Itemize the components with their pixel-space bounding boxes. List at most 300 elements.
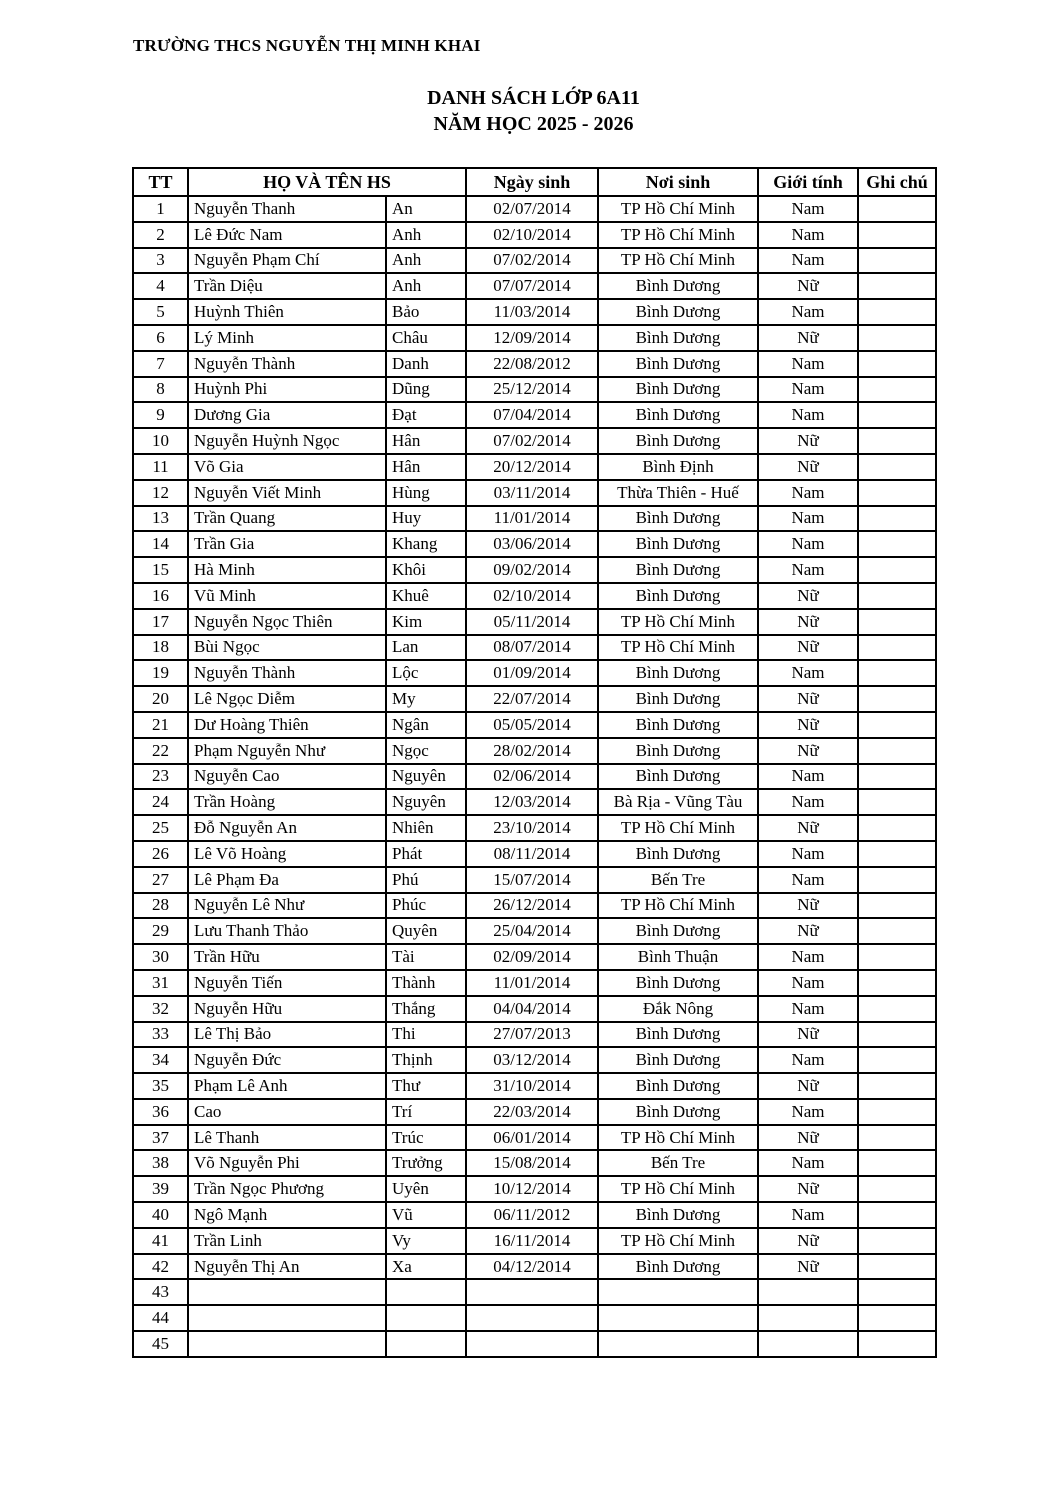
family-name-cell: Võ Gia — [188, 454, 386, 480]
given-name-cell: Đạt — [386, 402, 466, 428]
birth-date-cell: 12/03/2014 — [466, 789, 598, 815]
gender-cell: Nam — [758, 841, 858, 867]
birth-place-cell: Bình Dương — [598, 377, 758, 403]
school-name: TRƯỜNG THCS NGUYỄN THỊ MINH KHAI — [133, 36, 481, 55]
gender-cell — [758, 1279, 858, 1305]
table-row — [133, 918, 936, 944]
family-name-cell — [188, 1331, 386, 1357]
given-name-cell: Khôi — [386, 557, 466, 583]
table-row — [133, 1279, 936, 1305]
table-row — [133, 1228, 936, 1254]
birth-place-cell: TP Hồ Chí Minh — [598, 815, 758, 841]
birth-place-cell — [598, 1331, 758, 1357]
row-number-cell: 36 — [133, 1099, 188, 1125]
note-cell — [858, 480, 936, 506]
birth-date-cell: 03/12/2014 — [466, 1047, 598, 1073]
family-name-cell: Trần Gia — [188, 531, 386, 557]
given-name-cell: Phát — [386, 841, 466, 867]
birth-place-cell: TP Hồ Chí Minh — [598, 222, 758, 248]
gender-cell: Nam — [758, 531, 858, 557]
row-number-cell: 12 — [133, 480, 188, 506]
row-number-cell: 1 — [133, 196, 188, 222]
birth-date-cell: 08/07/2014 — [466, 635, 598, 661]
given-name-cell: Lan — [386, 635, 466, 661]
given-name-cell: Trí — [386, 1099, 466, 1125]
row-number-cell: 7 — [133, 351, 188, 377]
gender-cell: Nữ — [758, 1125, 858, 1151]
gender-cell: Nam — [758, 970, 858, 996]
gender-cell: Nam — [758, 789, 858, 815]
gender-cell: Nam — [758, 764, 858, 790]
birth-place-cell: TP Hồ Chí Minh — [598, 1176, 758, 1202]
gender-cell: Nữ — [758, 1022, 858, 1048]
given-name-cell: Nhiên — [386, 815, 466, 841]
gender-cell: Nam — [758, 248, 858, 274]
given-name-cell: Khuê — [386, 583, 466, 609]
birth-date-cell: 08/11/2014 — [466, 841, 598, 867]
birth-date-cell: 31/10/2014 — [466, 1073, 598, 1099]
note-cell — [858, 454, 936, 480]
gender-cell: Nữ — [758, 583, 858, 609]
family-name-cell: Huỳnh Thiên — [188, 299, 386, 325]
birth-date-cell: 11/01/2014 — [466, 506, 598, 532]
gender-cell: Nam — [758, 196, 858, 222]
header-dob: Ngày sinh — [466, 168, 598, 196]
birth-date-cell: 15/08/2014 — [466, 1150, 598, 1176]
birth-date-cell: 02/09/2014 — [466, 944, 598, 970]
row-number-cell: 39 — [133, 1176, 188, 1202]
row-number-cell: 44 — [133, 1305, 188, 1331]
table-row — [133, 273, 936, 299]
family-name-cell: Lý Minh — [188, 325, 386, 351]
gender-cell: Nữ — [758, 918, 858, 944]
table-row — [133, 867, 936, 893]
table-row — [133, 789, 936, 815]
birth-place-cell — [598, 1305, 758, 1331]
row-number-cell: 43 — [133, 1279, 188, 1305]
given-name-cell: Châu — [386, 325, 466, 351]
given-name-cell: Thi — [386, 1022, 466, 1048]
birth-place-cell: Bến Tre — [598, 1150, 758, 1176]
table-row — [133, 480, 936, 506]
gender-cell: Nam — [758, 402, 858, 428]
family-name-cell: Nguyễn Phạm Chí — [188, 248, 386, 274]
note-cell — [858, 1022, 936, 1048]
family-name-cell: Nguyễn Lê Như — [188, 893, 386, 919]
gender-cell: Nam — [758, 299, 858, 325]
birth-place-cell: Bình Dương — [598, 557, 758, 583]
given-name-cell: Kim — [386, 609, 466, 635]
note-cell — [858, 583, 936, 609]
row-number-cell: 41 — [133, 1228, 188, 1254]
birth-place-cell — [598, 1279, 758, 1305]
note-cell — [858, 531, 936, 557]
table-row — [133, 1047, 936, 1073]
birth-date-cell: 05/11/2014 — [466, 609, 598, 635]
birth-place-cell: Bình Dương — [598, 918, 758, 944]
table-row — [133, 402, 936, 428]
family-name-cell: Võ Nguyễn Phi — [188, 1150, 386, 1176]
family-name-cell: Trần Ngọc Phương — [188, 1176, 386, 1202]
family-name-cell: Lê Phạm Đa — [188, 867, 386, 893]
given-name-cell: Anh — [386, 248, 466, 274]
note-cell — [858, 196, 936, 222]
table-row — [133, 377, 936, 403]
family-name-cell: Vũ Minh — [188, 583, 386, 609]
family-name-cell: Đỗ Nguyễn An — [188, 815, 386, 841]
row-number-cell: 27 — [133, 867, 188, 893]
table-row — [133, 635, 936, 661]
given-name-cell: Anh — [386, 222, 466, 248]
birth-place-cell: Bình Dương — [598, 531, 758, 557]
note-cell — [858, 1150, 936, 1176]
table-row — [133, 583, 936, 609]
birth-place-cell: Bình Dương — [598, 506, 758, 532]
birth-date-cell — [466, 1279, 598, 1305]
row-number-cell: 18 — [133, 635, 188, 661]
table-row — [133, 1073, 936, 1099]
family-name-cell: Hà Minh — [188, 557, 386, 583]
note-cell — [858, 815, 936, 841]
birth-place-cell: Bình Định — [598, 454, 758, 480]
header-gender: Giới tính — [758, 168, 858, 196]
gender-cell: Nam — [758, 1099, 858, 1125]
birth-date-cell: 06/11/2012 — [466, 1202, 598, 1228]
gender-cell: Nữ — [758, 893, 858, 919]
gender-cell: Nam — [758, 377, 858, 403]
row-number-cell: 34 — [133, 1047, 188, 1073]
given-name-cell: Quyên — [386, 918, 466, 944]
table-row — [133, 1176, 936, 1202]
given-name-cell: Ngân — [386, 712, 466, 738]
birth-date-cell: 23/10/2014 — [466, 815, 598, 841]
birth-place-cell: Bình Dương — [598, 402, 758, 428]
given-name-cell — [386, 1279, 466, 1305]
header-row — [133, 168, 936, 196]
birth-date-cell: 22/03/2014 — [466, 1099, 598, 1125]
birth-date-cell: 07/07/2014 — [466, 273, 598, 299]
row-number-cell: 20 — [133, 686, 188, 712]
row-number-cell: 35 — [133, 1073, 188, 1099]
birth-place-cell: Bình Dương — [598, 1254, 758, 1280]
given-name-cell: Vũ — [386, 1202, 466, 1228]
table-row — [133, 1202, 936, 1228]
row-number-cell: 38 — [133, 1150, 188, 1176]
family-name-cell: Nguyễn Thị An — [188, 1254, 386, 1280]
row-number-cell: 11 — [133, 454, 188, 480]
given-name-cell: Xa — [386, 1254, 466, 1280]
row-number-cell: 25 — [133, 815, 188, 841]
row-number-cell: 37 — [133, 1125, 188, 1151]
table-row — [133, 686, 936, 712]
table-row — [133, 557, 936, 583]
family-name-cell: Lê Đức Nam — [188, 222, 386, 248]
family-name-cell: Dư Hoàng Thiên — [188, 712, 386, 738]
gender-cell: Nữ — [758, 454, 858, 480]
note-cell — [858, 893, 936, 919]
family-name-cell: Nguyễn Viết Minh — [188, 480, 386, 506]
gender-cell: Nam — [758, 480, 858, 506]
birth-date-cell: 04/04/2014 — [466, 996, 598, 1022]
given-name-cell — [386, 1331, 466, 1357]
note-cell — [858, 1228, 936, 1254]
gender-cell: Nữ — [758, 635, 858, 661]
given-name-cell: Trúc — [386, 1125, 466, 1151]
table-row — [133, 1305, 936, 1331]
birth-place-cell: Thừa Thiên - Huế — [598, 480, 758, 506]
family-name-cell — [188, 1279, 386, 1305]
family-name-cell: Trần Hữu — [188, 944, 386, 970]
birth-place-cell: TP Hồ Chí Minh — [598, 609, 758, 635]
table-row — [133, 222, 936, 248]
note-cell — [858, 738, 936, 764]
note-cell — [858, 686, 936, 712]
birth-place-cell: Bình Dương — [598, 660, 758, 686]
birth-date-cell: 07/02/2014 — [466, 248, 598, 274]
birth-date-cell: 12/09/2014 — [466, 325, 598, 351]
gender-cell: Nữ — [758, 325, 858, 351]
given-name-cell: An — [386, 196, 466, 222]
family-name-cell: Huỳnh Phi — [188, 377, 386, 403]
gender-cell: Nữ — [758, 686, 858, 712]
gender-cell: Nữ — [758, 712, 858, 738]
note-cell — [858, 351, 936, 377]
table-row — [133, 996, 936, 1022]
gender-cell: Nữ — [758, 1176, 858, 1202]
birth-place-cell: Bình Thuận — [598, 944, 758, 970]
birth-date-cell: 16/11/2014 — [466, 1228, 598, 1254]
birth-place-cell: Bình Dương — [598, 428, 758, 454]
school-year-title: NĂM HỌC 2025 - 2026 — [433, 113, 634, 135]
note-cell — [858, 764, 936, 790]
family-name-cell: Nguyễn Cao — [188, 764, 386, 790]
given-name-cell: Danh — [386, 351, 466, 377]
given-name-cell — [386, 1305, 466, 1331]
note-cell — [858, 222, 936, 248]
family-name-cell: Lưu Thanh Thảo — [188, 918, 386, 944]
table-row — [133, 764, 936, 790]
birth-date-cell: 11/01/2014 — [466, 970, 598, 996]
row-number-cell: 21 — [133, 712, 188, 738]
given-name-cell: Nguyên — [386, 789, 466, 815]
row-number-cell: 26 — [133, 841, 188, 867]
family-name-cell: Trần Linh — [188, 1228, 386, 1254]
table-row — [133, 428, 936, 454]
given-name-cell: Dũng — [386, 377, 466, 403]
given-name-cell: Thắng — [386, 996, 466, 1022]
table-row — [133, 815, 936, 841]
note-cell — [858, 970, 936, 996]
gender-cell: Nam — [758, 506, 858, 532]
birth-place-cell: Bình Dương — [598, 351, 758, 377]
row-number-cell: 9 — [133, 402, 188, 428]
birth-place-cell: Bình Dương — [598, 970, 758, 996]
gender-cell: Nữ — [758, 1228, 858, 1254]
birth-date-cell: 26/12/2014 — [466, 893, 598, 919]
note-cell — [858, 1176, 936, 1202]
family-name-cell: Nguyễn Thanh — [188, 196, 386, 222]
gender-cell: Nữ — [758, 1254, 858, 1280]
given-name-cell: Phú — [386, 867, 466, 893]
row-number-cell: 13 — [133, 506, 188, 532]
birth-date-cell: 15/07/2014 — [466, 867, 598, 893]
given-name-cell: Hân — [386, 454, 466, 480]
family-name-cell: Dương Gia — [188, 402, 386, 428]
gender-cell — [758, 1305, 858, 1331]
family-name-cell: Cao — [188, 1099, 386, 1125]
birth-place-cell: Bình Dương — [598, 686, 758, 712]
note-cell — [858, 660, 936, 686]
birth-place-cell: TP Hồ Chí Minh — [598, 1125, 758, 1151]
birth-place-cell: Bình Dương — [598, 712, 758, 738]
given-name-cell: Anh — [386, 273, 466, 299]
table-row — [133, 299, 936, 325]
note-cell — [858, 557, 936, 583]
row-number-cell: 24 — [133, 789, 188, 815]
note-cell — [858, 377, 936, 403]
gender-cell: Nam — [758, 557, 858, 583]
header-pob: Nơi sinh — [598, 168, 758, 196]
birth-place-cell: Bình Dương — [598, 1047, 758, 1073]
family-name-cell: Nguyễn Thành — [188, 351, 386, 377]
note-cell — [858, 996, 936, 1022]
birth-place-cell: TP Hồ Chí Minh — [598, 893, 758, 919]
gender-cell: Nữ — [758, 738, 858, 764]
gender-cell: Nam — [758, 1202, 858, 1228]
table-row — [133, 1254, 936, 1280]
given-name-cell: Hân — [386, 428, 466, 454]
birth-place-cell: Bình Dương — [598, 1202, 758, 1228]
row-number-cell: 22 — [133, 738, 188, 764]
birth-place-cell: Bình Dương — [598, 583, 758, 609]
given-name-cell: Phúc — [386, 893, 466, 919]
gender-cell: Nữ — [758, 609, 858, 635]
given-name-cell: Tài — [386, 944, 466, 970]
given-name-cell: Thành — [386, 970, 466, 996]
given-name-cell: Thư — [386, 1073, 466, 1099]
birth-place-cell: Đắk Nông — [598, 996, 758, 1022]
gender-cell: Nam — [758, 222, 858, 248]
row-number-cell: 31 — [133, 970, 188, 996]
family-name-cell: Nguyễn Thành — [188, 660, 386, 686]
row-number-cell: 8 — [133, 377, 188, 403]
given-name-cell: Huy — [386, 506, 466, 532]
family-name-cell: Trần Diệu — [188, 273, 386, 299]
given-name-cell: Nguyên — [386, 764, 466, 790]
family-name-cell: Nguyễn Hữu — [188, 996, 386, 1022]
birth-place-cell: Bình Dương — [598, 1022, 758, 1048]
family-name-cell: Trần Hoàng — [188, 789, 386, 815]
table-row — [133, 196, 936, 222]
row-number-cell: 17 — [133, 609, 188, 635]
row-number-cell: 30 — [133, 944, 188, 970]
family-name-cell: Phạm Lê Anh — [188, 1073, 386, 1099]
birth-date-cell: 28/02/2014 — [466, 738, 598, 764]
family-name-cell — [188, 1305, 386, 1331]
birth-date-cell: 02/10/2014 — [466, 222, 598, 248]
gender-cell: Nữ — [758, 428, 858, 454]
gender-cell: Nam — [758, 867, 858, 893]
table-row — [133, 712, 936, 738]
birth-date-cell: 03/06/2014 — [466, 531, 598, 557]
note-cell — [858, 325, 936, 351]
note-cell — [858, 428, 936, 454]
note-cell — [858, 1331, 936, 1357]
birth-place-cell: Bình Dương — [598, 764, 758, 790]
birth-date-cell: 09/02/2014 — [466, 557, 598, 583]
table-row — [133, 660, 936, 686]
birth-date-cell: 02/10/2014 — [466, 583, 598, 609]
given-name-cell: Uyên — [386, 1176, 466, 1202]
birth-place-cell: Bình Dương — [598, 738, 758, 764]
family-name-cell: Nguyễn Tiến — [188, 970, 386, 996]
row-number-cell: 45 — [133, 1331, 188, 1357]
birth-date-cell: 05/05/2014 — [466, 712, 598, 738]
birth-place-cell: Bình Dương — [598, 1073, 758, 1099]
family-name-cell: Lê Ngọc Diễm — [188, 686, 386, 712]
table-row — [133, 1331, 936, 1357]
note-cell — [858, 712, 936, 738]
note-cell — [858, 506, 936, 532]
note-cell — [858, 402, 936, 428]
given-name-cell: Trưởng — [386, 1150, 466, 1176]
note-cell — [858, 248, 936, 274]
row-number-cell: 42 — [133, 1254, 188, 1280]
family-name-cell: Nguyễn Huỳnh Ngọc — [188, 428, 386, 454]
given-name-cell: Khang — [386, 531, 466, 557]
row-number-cell: 10 — [133, 428, 188, 454]
birth-date-cell: 03/11/2014 — [466, 480, 598, 506]
table-row — [133, 1022, 936, 1048]
table-row — [133, 893, 936, 919]
table-row — [133, 841, 936, 867]
note-cell — [858, 918, 936, 944]
gender-cell: Nữ — [758, 815, 858, 841]
gender-cell: Nam — [758, 944, 858, 970]
given-name-cell: Lộc — [386, 660, 466, 686]
note-cell — [858, 1099, 936, 1125]
header-note: Ghi chú — [858, 168, 936, 196]
note-cell — [858, 1047, 936, 1073]
row-number-cell: 4 — [133, 273, 188, 299]
row-number-cell: 28 — [133, 893, 188, 919]
row-number-cell: 14 — [133, 531, 188, 557]
birth-place-cell: TP Hồ Chí Minh — [598, 196, 758, 222]
gender-cell: Nữ — [758, 1073, 858, 1099]
row-number-cell: 29 — [133, 918, 188, 944]
table-row — [133, 609, 936, 635]
table-row — [133, 1150, 936, 1176]
gender-cell: Nam — [758, 1047, 858, 1073]
note-cell — [858, 1254, 936, 1280]
note-cell — [858, 1073, 936, 1099]
note-cell — [858, 944, 936, 970]
gender-cell: Nam — [758, 996, 858, 1022]
table-row — [133, 506, 936, 532]
table-row — [133, 944, 936, 970]
note-cell — [858, 299, 936, 325]
class-list-title: DANH SÁCH LỚP 6A11 — [427, 87, 640, 109]
birth-place-cell: TP Hồ Chí Minh — [598, 248, 758, 274]
birth-date-cell: 07/04/2014 — [466, 402, 598, 428]
birth-date-cell: 04/12/2014 — [466, 1254, 598, 1280]
birth-date-cell — [466, 1331, 598, 1357]
given-name-cell: Ngọc — [386, 738, 466, 764]
birth-place-cell: Bà Rịa - Vũng Tàu — [598, 789, 758, 815]
table-row — [133, 325, 936, 351]
birth-date-cell: 25/12/2014 — [466, 377, 598, 403]
note-cell — [858, 1125, 936, 1151]
